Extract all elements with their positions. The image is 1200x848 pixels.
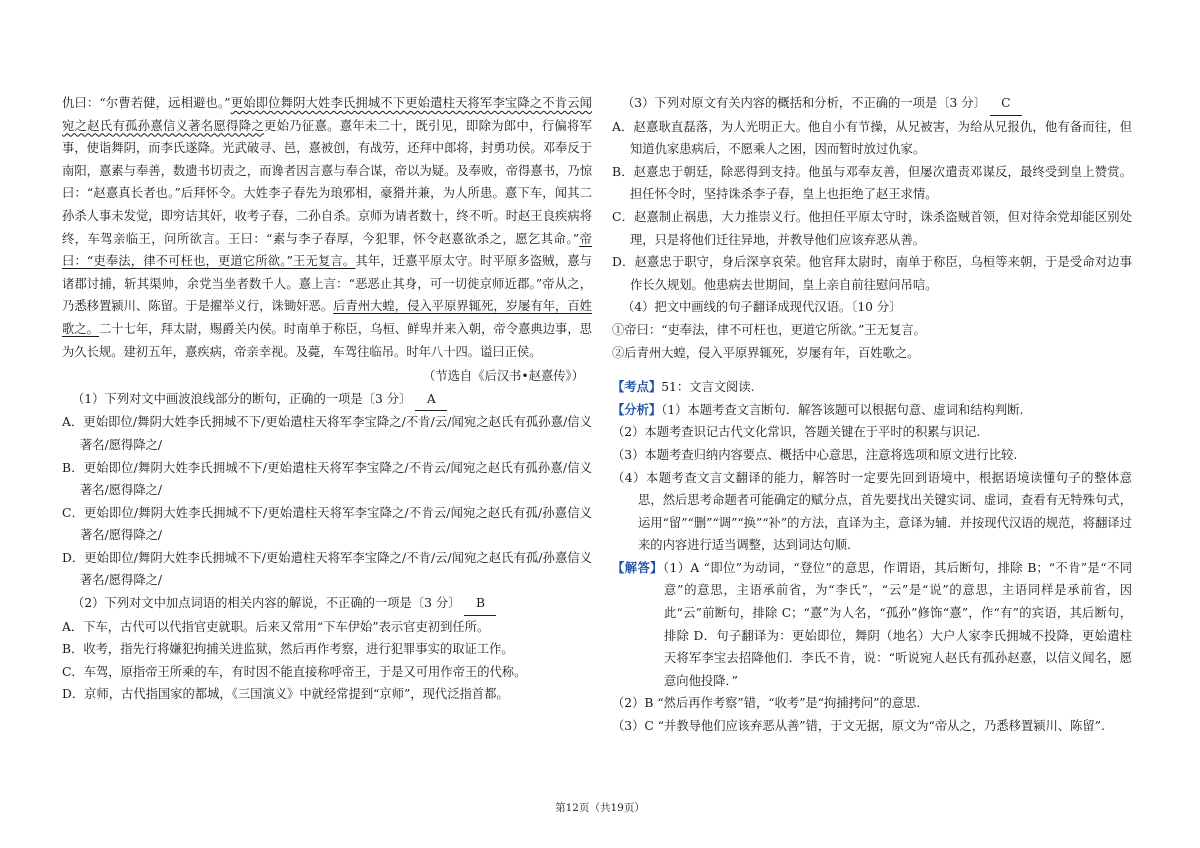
q1-option-d: D．更始即位/舞阴大姓李氏拥城不下/更始遣柱天将军李宝降之/不肯/云/闻宛之赵氏有孤/孙憙信义著名/愿得降之/ (62, 550, 592, 588)
q2-option-c: C．车驾，原指帝王所乘的车，有时因不能直接称呼帝王，于是又可用作帝王的代称。 (62, 664, 527, 679)
underlined-sentence-2: 后青州大蝗，侵入平原界辄死，岁屡有年，百姓歌之。 (62, 299, 592, 336)
passage-text (62, 92, 592, 363)
kaodian-text: 51：文言文阅读. (661, 380, 755, 395)
q1-option-b: B．更始即位/舞阴大姓李氏拥城不下/更始遣柱天将军李宝降之/不肯云/闻宛之赵氏有孤孙憙/信义著名/愿得降之/ (62, 460, 592, 498)
left-column (62, 92, 592, 706)
passage-source: （节选自《后汉书•赵憙传》） (423, 369, 584, 384)
q2-option-b: B．收考，指先行将嫌犯拘捕关进监狱，然后再作考察，进行犯罪事实的取证工作。 (62, 642, 514, 657)
question-3-stem (612, 92, 1132, 116)
fenxi-text-1: （1）本题考查文言断句．解答该题可以根据句意、虚词和结构判断. (661, 402, 1024, 417)
page-footer: 第12页（共19页） (555, 802, 645, 814)
q3-option-c: C．赵憙制止祸患，大力推崇义行。他担任平原太守时，诛杀盗贼首领，但对待余党却能区别处理，只是将他们迁往异地，并教导他们应该弃恶从善。 (612, 209, 1132, 247)
jieda-line (612, 557, 1132, 693)
question-2-stem (62, 592, 592, 616)
underlined-sentence-1: 帝曰：“吏奉法，律不可枉也，更道它所欲。”王无复言。 (62, 231, 592, 269)
question-1-stem (62, 388, 592, 412)
fenxi-line (612, 399, 1132, 422)
wavy-underlined-sentence: 更始即位舞阴大姓李氏拥城不下更始遣柱天将军李宝降之不肯云闻宛之赵氏有孤孙憙信义著名愿得降之 (62, 96, 592, 133)
q3-option-a: A．赵憙耿直磊落，为人光明正大。他自小有节操，从兄被害，为给从兄报仇，他有备而往，但知道仇家患病后，不愿乘人之困，因而暂时放过仇家。 (612, 119, 1132, 157)
q1-option-a: A．更始即位/舞阴大姓李氏拥城不下/更始遣柱天将军李宝降之/不肯/云/闻宛之赵氏有孤孙憙/信义著名/愿得降之/ (62, 415, 592, 452)
question-1-answer: A (415, 388, 447, 412)
jieda-item-2: （2）B “然后再作考察”错，“收考”是“拘捕拷问”的意思. (612, 696, 921, 711)
translation-sentence-2: ②后青州大蝗，侵入平原界辄死，岁屡有年，百姓歌之。 (612, 345, 920, 360)
q3-option-b: B．赵憙忠于朝廷，除恶得到支持。他虽与邓奉友善，但屡次遣责邓谋反，最终受到皇上赞赏。担任怀令时，坚持诛杀李子春，皇上也拒绝了赵王求情。 (612, 164, 1132, 202)
kaodian-line (612, 376, 1132, 399)
question-4-stem: （4）把文中画线的句子翻译成现代汉语。〔10 分〕 (622, 300, 902, 315)
q2-option-a: A．下车，古代可以代指官吏就职。后来又常用“下车伊始”表示官吏初到任所。 (62, 619, 490, 634)
question-3-text: （3）下列对原文有关内容的概括和分析，不正确的一项是〔3 分〕 (622, 96, 986, 110)
fenxi-tag: 【分析】 (612, 401, 662, 417)
question-2-answer: B (464, 592, 496, 616)
question-1-text: （1）下列对文中画波浪线部分的断句，正确的一项是〔3 分〕 (72, 391, 412, 406)
q1-option-c: C．更始即位/舞阴大姓李氏拥城不下/更始遣柱天将军李宝降之/不肯云/闻宛之赵氏有孤/孙憙信义著名/愿得降之/ (62, 505, 592, 543)
fenxi-item-3: （3）本题考查归纳内容要点、概括中心意思，注意将选项和原文进行比较. (612, 447, 1018, 462)
question-2-text: （2）下列对文中加点词语的相关内容的解说，不正确的一项是〔3 分〕 (72, 596, 461, 611)
kaodian-tag: 【考点】 (612, 379, 662, 395)
passage-segment: 其年，迁憙平原太守。时平原多盗贼，憙与诸郡讨捕，斩其渠帅，余党当坐者数千人。憙上言：“恶恶止其身，可一切徙京师近郡。”帝从之，乃悉移置颍川、陈留。于是擢举义行，诛锄奸恶。 (62, 254, 592, 314)
jieda-text-1: （1）A “即位”为动词，“登位”的意思，作谓语，其后断句，排除 B；“不肯”是“不同意”的意思，主语承前省，为“李氏”，“云”是“说”的意思，主语同样是承前省，因此“云”前断句，排除 C；“憙”为人名，“孤孙”修饰“憙”，作“有”的宾语，其后断句，排除 D．句子翻译为：更始即位，舞阴（地名）大户人家李氏拥城不投降，更始遣柱天将军李宝去招降他们．李氏不肯，说：“听说宛人赵氏有孤孙赵憙，以信义闻名，愿意向他投降．” (662, 560, 1132, 688)
q3-option-d: D．赵憙忠于职守，身后深享哀荣。他官拜太尉时，南单于称臣，乌桓等来朝，于是受命对边事作长久规划。他患病去世期间，皇上亲自前往慰问吊唁。 (612, 255, 1132, 292)
translation-sentence-1: ①帝曰：“吏奉法，律不可枉也，更道它所欲。”王无复言。 (612, 322, 926, 337)
jieda-tag: 【解答】 (612, 559, 663, 575)
section-gap (612, 364, 1132, 376)
passage-segment: 二十七年，拜太尉，赐爵关内侯。时南单于称臣，乌桓、鲜卑并来入朝，帝令憙典边事，思为久长规。建初五年，憙疾病，帝亲幸视。及薨，车驾往临吊。时年八十四。谥曰正侯。 (62, 321, 592, 359)
right-column (612, 92, 1132, 738)
passage-segment: 更始乃征憙。憙年未二十，既引见，即除为郎中，行偏将军事，使诣舞阴，而李氏遂降。光武破寻、邑，憙被创，有战劳，还拜中郎将，封勇功侯。邓奉反于南阳，憙素与奉善，数遗书切责之，而谗者因言憙与奉合谋，帝以为疑。及奉败，帝得憙书，乃惊曰：“赵憙真长者也。”后拜怀令。大姓李子春先为琅邪相，豪猾并兼，为人所患。憙下车，闻其二孙杀人事未发觉，即穷诘其奸，收考子春，二孙自杀。京师为请者数十，终不听。时赵王良疾病将终，车驾亲临王，问所欲言。王曰：“素与李子春厚，今犯罪，怀令赵憙欲杀之，愿乞其命。” (62, 118, 592, 246)
fenxi-item-2: （2）本题考查识记古代文化常识，答题关键在于平时的积累与识记. (612, 425, 981, 440)
fenxi-item-4: （4）本题考查文言文翻译的能力，解答时一定要先回到语境中，根据语境读懂句子的整体意思，然后思考命题者可能确定的赋分点，首先要找出关键实词、虚词，查看有无特殊句式，运用“留”“删”“调”“换”“补”的方法，直译为主，意译为辅．并按现代汉语的规范，将翻译过来的内容进行适当调整，达到词达句顺. (612, 470, 1132, 553)
jieda-item-3: （3）C “并教导他们应该弃恶从善”错，于文无据，原文为“帝从之，乃悉移置颍川、陈留”. (612, 719, 1105, 734)
q2-option-d: D．京师，古代指国家的都城，《三国演义》中就经常提到“京师”，现代泛指首都。 (62, 687, 509, 702)
question-3-answer: C (990, 92, 1022, 116)
passage-segment: 仇曰：“尔曹若健，远相避也。” (62, 96, 231, 110)
